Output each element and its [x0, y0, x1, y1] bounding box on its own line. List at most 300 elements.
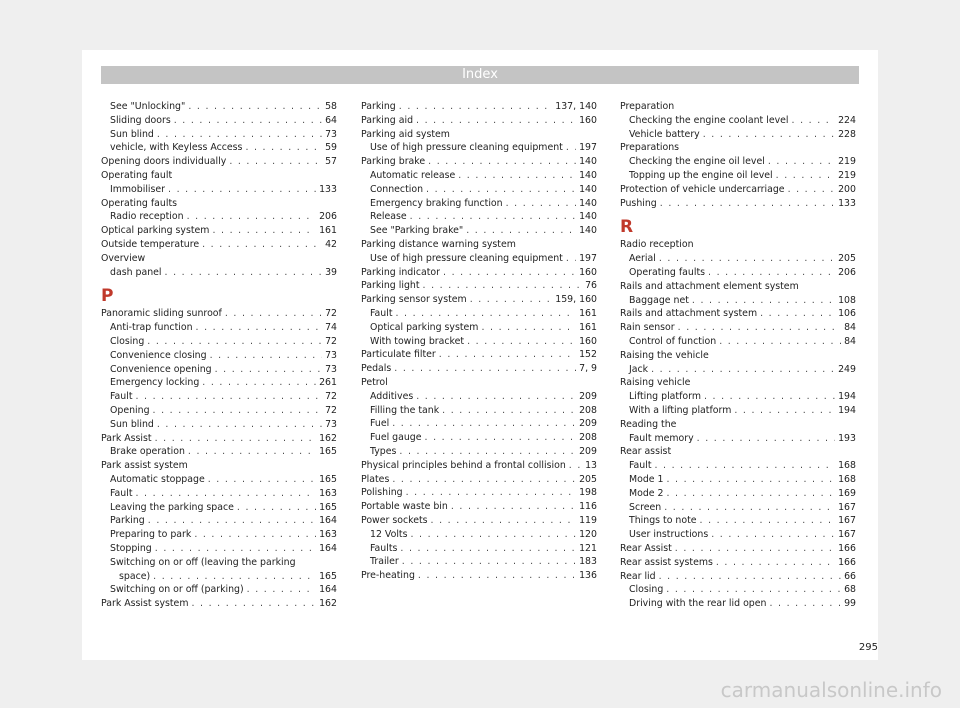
entry-page-ref: 73 [325, 349, 337, 361]
index-entry [361, 100, 597, 114]
entry-term: vehicle, with Keyless Access [110, 142, 243, 154]
index-column-2 [361, 100, 597, 583]
entry-term: Trailer [370, 556, 399, 568]
entry-page-ref: 209 [579, 418, 597, 430]
dot-leader [392, 473, 576, 487]
entry-term: Polishing [361, 487, 403, 499]
entry-term: Vehicle battery [629, 128, 700, 140]
entry-term: With towing bracket [370, 335, 465, 347]
dot-leader [402, 555, 576, 569]
index-entry [620, 183, 856, 197]
index-entry [361, 542, 597, 556]
dot-leader [776, 169, 835, 183]
index-heading: Radio reception [620, 239, 694, 251]
entry-term: Release [370, 211, 407, 223]
entry-term: Anti-trap function [110, 322, 193, 334]
entry-page-ref: 7, 9 [579, 363, 597, 375]
entry-page-ref: 249 [838, 363, 856, 375]
entry-term: Use of high pressure cleaning equipment [370, 252, 563, 264]
entry-term: Fuel gauge [370, 432, 422, 444]
index-entry [101, 224, 337, 238]
dot-leader [155, 542, 316, 556]
watermark-logo: carmanualsonline.info [720, 678, 942, 702]
dot-leader [651, 363, 835, 377]
entry-page-ref: 167 [838, 515, 856, 527]
section-letter: P [101, 286, 114, 307]
index-entry [101, 501, 337, 515]
entry-term: Portable waste bin [361, 501, 448, 513]
dot-leader [153, 404, 323, 418]
index-entry [101, 473, 337, 487]
index-entry [361, 500, 597, 514]
dot-leader [229, 155, 322, 169]
dot-leader [157, 128, 322, 142]
dot-leader [467, 335, 576, 349]
entry-term: Pedals [361, 363, 392, 375]
entry-term: Brake operation [110, 446, 185, 458]
index-entry [620, 335, 856, 349]
entry-term: Closing [629, 584, 664, 596]
index-entry [620, 556, 856, 570]
entry-term: Aerial [629, 253, 656, 265]
index-entry [620, 597, 856, 611]
dot-leader [416, 390, 576, 404]
index-entry [361, 210, 597, 224]
entry-term: Rain sensor [620, 322, 675, 334]
entry-term: Closing [110, 335, 145, 347]
dot-leader [470, 293, 553, 307]
index-entry [620, 169, 856, 183]
entry-term: Connection [370, 183, 424, 195]
page-header: Index [101, 66, 859, 84]
dot-leader [136, 390, 323, 404]
index-entry [620, 583, 856, 597]
dot-leader [788, 183, 836, 197]
index-entry [620, 155, 856, 169]
index-entry [101, 155, 337, 169]
entry-page-ref: 194 [838, 391, 856, 403]
index-entry [620, 432, 856, 446]
dot-leader [168, 183, 316, 197]
entry-page-ref: 116 [579, 501, 597, 513]
entry-page-ref: 58 [325, 101, 337, 112]
dot-leader [394, 362, 576, 376]
entry-term: Fault memory [629, 432, 694, 444]
index-entry [101, 404, 337, 418]
dot-leader [506, 197, 576, 211]
entry-page-ref: 140 [579, 183, 597, 195]
index-heading: Rear assist [620, 446, 672, 458]
dot-leader [147, 335, 322, 349]
entry-page-ref: 133 [838, 197, 856, 209]
index-entry [361, 169, 597, 183]
entry-term: Topping up the engine oil level [629, 169, 773, 181]
index-column-3 [620, 100, 856, 611]
entry-page-ref: 164 [319, 584, 337, 596]
dot-leader [191, 597, 316, 611]
index-entry [361, 307, 597, 321]
index-entry [620, 542, 856, 556]
dot-leader [194, 528, 316, 542]
entry-page-ref: 205 [579, 473, 597, 485]
index-entry [620, 473, 856, 487]
dot-leader [400, 542, 576, 556]
entry-term: Parking [110, 515, 145, 527]
entry-page-ref: 84 [844, 335, 856, 347]
entry-page-ref: 164 [319, 542, 337, 554]
entry-term: Opening doors individually [101, 156, 227, 168]
dot-leader [659, 570, 841, 584]
dot-leader [428, 155, 576, 169]
entry-term: Particulate filter [361, 349, 436, 361]
entry-term: Baggage net [629, 294, 689, 306]
entry-page-ref: 183 [579, 556, 597, 568]
entry-term: Automatic release [370, 169, 456, 181]
dot-leader [734, 404, 835, 418]
dot-leader [719, 335, 841, 349]
entry-term: Pre-heating [361, 570, 415, 582]
dot-leader [443, 266, 576, 280]
entry-page-ref: 165 [319, 473, 337, 485]
entry-term: Parking light [361, 280, 420, 292]
index-entry [361, 390, 597, 404]
dot-leader [711, 528, 835, 542]
entry-term: Checking the engine oil level [629, 156, 765, 168]
dot-leader [148, 514, 316, 528]
dot-leader [155, 432, 317, 446]
index-entry [361, 528, 597, 542]
entry-term: 12 Volts [370, 528, 408, 540]
entry-page-ref: 13 [585, 459, 597, 471]
index-heading: Parking aid system [361, 128, 450, 140]
dot-leader [700, 514, 836, 528]
index-entry [361, 417, 597, 431]
entry-page-ref: 167 [838, 501, 856, 513]
index-entry [620, 514, 856, 528]
dot-leader [399, 445, 576, 459]
entry-page-ref: 160 [579, 335, 597, 347]
dot-leader [481, 321, 576, 335]
index-entry [361, 445, 597, 459]
index-entry [101, 542, 337, 556]
entry-page-ref: 193 [838, 432, 856, 444]
entry-page-ref: 73 [325, 363, 337, 375]
entry-term: Parking indicator [361, 266, 441, 278]
entry-term: Control of function [629, 335, 717, 347]
index-heading: Raising vehicle [620, 377, 691, 389]
dot-leader [431, 514, 577, 528]
entry-term: See "Parking brake" [370, 225, 464, 237]
dot-leader [202, 376, 316, 390]
entry-term: Physical principles behind a frontal collision [361, 459, 566, 471]
dot-leader [399, 100, 552, 114]
dot-leader [466, 224, 576, 238]
entry-page-ref: 166 [838, 542, 856, 554]
index-entry [101, 335, 337, 349]
entry-page-ref: 140 [579, 225, 597, 237]
dot-leader [215, 363, 322, 377]
entry-page-ref: 162 [319, 432, 337, 444]
index-entry [361, 224, 597, 238]
entry-term: Outside temperature [101, 238, 200, 250]
entry-term: Pushing [620, 197, 657, 209]
entry-page-ref: 99 [844, 598, 856, 610]
entry-page-ref: 159, 160 [555, 294, 597, 306]
entry-page-ref: 140 [579, 156, 597, 168]
dot-leader [202, 238, 322, 252]
entry-page-ref: 73 [325, 128, 337, 140]
dot-leader [208, 473, 316, 487]
entry-page-ref: 166 [838, 556, 856, 568]
entry-term: Plates [361, 473, 390, 485]
entry-term: Additives [370, 390, 414, 402]
entry-page-ref: 137, 140 [555, 101, 597, 112]
index-entry [101, 114, 337, 128]
index-entry [101, 528, 337, 542]
index-entry [361, 459, 597, 473]
entry-page-ref: 228 [838, 128, 856, 140]
entry-page-ref: 219 [838, 169, 856, 181]
entry-term: See "Unlocking" [110, 101, 186, 112]
entry-term: Automatic stoppage [110, 473, 205, 485]
entry-page-ref: 120 [579, 528, 597, 540]
entry-page-ref: 140 [579, 197, 597, 209]
entry-page-ref: 140 [579, 169, 597, 181]
dot-leader [237, 501, 316, 515]
entry-term: Power sockets [361, 514, 428, 526]
entry-page-ref: 163 [319, 487, 337, 499]
entry-term: Fuel [370, 418, 390, 430]
index-entry [101, 307, 337, 321]
index-entry [101, 238, 337, 252]
entry-term: Immobiliser [110, 183, 166, 195]
entry-term: Panoramic sliding sunroof [101, 308, 222, 320]
entry-page-ref: 64 [325, 114, 337, 126]
dot-leader [188, 445, 316, 459]
entry-page-ref: 194 [838, 404, 856, 416]
dot-leader [157, 418, 322, 432]
dot-leader [247, 583, 316, 597]
index-heading: Raising the vehicle [620, 349, 709, 361]
entry-page-ref: 206 [838, 266, 856, 278]
entry-term: Emergency locking [110, 377, 200, 389]
entry-term: Rear Assist [620, 542, 672, 554]
dot-leader [165, 266, 323, 280]
entry-term: Fault [629, 460, 652, 472]
index-entry [620, 404, 856, 418]
index-entry [620, 128, 856, 142]
dot-leader [703, 128, 835, 142]
index-entry [101, 183, 337, 197]
entry-term: Types [370, 445, 397, 457]
index-entry [101, 100, 337, 114]
entry-page-ref: 106 [838, 308, 856, 320]
dot-leader [664, 501, 835, 515]
index-heading: Operating faults [101, 197, 178, 209]
dot-leader [174, 114, 322, 128]
dot-leader [667, 487, 836, 501]
dot-leader [655, 459, 836, 473]
dot-leader [458, 169, 576, 183]
entry-page-ref: 219 [838, 156, 856, 168]
entry-page-ref: 76 [585, 280, 597, 292]
index-entry [101, 390, 337, 404]
dot-leader [768, 155, 835, 169]
dot-leader [212, 224, 316, 238]
entry-term: User instructions [629, 529, 709, 541]
entry-page-ref: 72 [325, 404, 337, 416]
index-entry [620, 501, 856, 515]
entry-term: Switching on or off (parking) [110, 584, 244, 596]
index-entry [620, 363, 856, 377]
entry-page-ref: 66 [844, 570, 856, 582]
dot-leader [692, 294, 835, 308]
entry-page-ref: 197 [579, 142, 597, 154]
index-entry [101, 363, 337, 377]
entry-page-ref: 133 [319, 183, 337, 195]
index-heading: Preparation [620, 101, 675, 112]
entry-page-ref: 161 [579, 307, 597, 319]
index-entry [101, 432, 337, 446]
index-entry [361, 362, 597, 376]
dot-leader [697, 432, 835, 446]
dot-leader [392, 417, 576, 431]
index-entry [101, 514, 337, 528]
index-entry [101, 376, 337, 390]
entry-page-ref: 169 [838, 487, 856, 499]
entry-page-ref: 167 [838, 529, 856, 541]
entry-term: Emergency braking function [370, 197, 503, 209]
dot-leader [426, 183, 576, 197]
dot-leader [196, 321, 323, 335]
entry-term: Rear assist systems [620, 556, 713, 568]
dot-leader [411, 528, 577, 542]
index-entry [101, 445, 337, 459]
dot-leader [425, 431, 577, 445]
index-entry [361, 569, 597, 583]
index-entry [101, 128, 337, 142]
dot-leader [423, 279, 583, 293]
index-heading: Preparations [620, 142, 680, 154]
dot-leader [678, 321, 841, 335]
entry-page-ref: 72 [325, 335, 337, 347]
index-entry [361, 486, 597, 500]
entry-term: Parking aid [361, 114, 414, 126]
index-entry [361, 431, 597, 445]
entry-term: Operating faults [629, 266, 706, 278]
dot-leader [439, 348, 576, 362]
index-entry [101, 321, 337, 335]
dot-leader [716, 556, 835, 570]
index-heading: Reading the [620, 418, 677, 430]
entry-page-ref: 72 [325, 391, 337, 403]
entry-page-ref: 152 [579, 349, 597, 361]
index-entry [361, 114, 597, 128]
index-heading: Petrol [361, 376, 388, 388]
dot-leader [769, 597, 841, 611]
index-entry [361, 155, 597, 169]
entry-term: Stopping [110, 542, 152, 554]
entry-term: Use of high pressure cleaning equipment [370, 142, 563, 154]
entry-page-ref: 59 [325, 142, 337, 154]
dot-leader [792, 114, 836, 128]
entry-page-ref: 161 [319, 225, 337, 237]
entry-page-ref: 208 [579, 432, 597, 444]
entry-page-ref: 57 [325, 156, 337, 168]
entry-term: Parking brake [361, 156, 426, 168]
entry-page-ref: 42 [325, 238, 337, 250]
entry-page-ref: 165 [319, 570, 337, 582]
entry-term: Leaving the parking space [110, 501, 234, 513]
entry-term: With a lifting platform [629, 404, 732, 416]
entry-term: Mode 2 [629, 487, 664, 499]
dot-leader [708, 266, 835, 280]
index-entry [361, 279, 597, 293]
entry-term: Convenience closing [110, 349, 207, 361]
dot-leader [418, 569, 576, 583]
dot-leader [704, 390, 835, 404]
entry-page-ref: 136 [579, 570, 597, 582]
entry-term: Screen [629, 501, 662, 513]
entry-page-ref: 68 [844, 584, 856, 596]
index-entry [101, 487, 337, 501]
index-entry [361, 141, 597, 155]
entry-page-ref: 164 [319, 515, 337, 527]
index-entry [620, 197, 856, 211]
index-column-1 [101, 100, 337, 611]
entry-page-ref: 161 [579, 321, 597, 333]
entry-term: Mode 1 [629, 473, 664, 485]
index-entry [620, 307, 856, 321]
dot-leader [406, 486, 577, 500]
dot-leader [187, 210, 317, 224]
index-entry [101, 210, 337, 224]
index-entry [620, 528, 856, 542]
dot-leader [442, 404, 576, 418]
entry-page-ref: 163 [319, 529, 337, 541]
entry-term: Fault [370, 307, 393, 319]
entry-term: Checking the engine coolant level [629, 114, 789, 126]
entry-term: Optical parking system [101, 225, 210, 237]
entry-page-ref: 108 [838, 294, 856, 306]
index-entry [361, 252, 597, 266]
index-heading: Park assist system [101, 460, 188, 472]
index-entry [361, 473, 597, 487]
entry-page-ref: 73 [325, 418, 337, 430]
dot-leader [416, 114, 576, 128]
entry-page-ref: 165 [319, 501, 337, 513]
index-entry [620, 114, 856, 128]
entry-page-ref: 206 [319, 211, 337, 223]
entry-page-ref: 168 [838, 473, 856, 485]
entry-term: Convenience opening [110, 363, 212, 375]
dot-leader [153, 570, 316, 584]
dot-leader [136, 487, 317, 501]
entry-page-ref: 165 [319, 446, 337, 458]
entry-term: Protection of vehicle undercarriage [620, 183, 785, 195]
entry-page-ref: 160 [579, 266, 597, 278]
entry-term: Things to note [629, 515, 697, 527]
entry-term: Sliding doors [110, 114, 171, 126]
entry-term: Sun blind [110, 128, 154, 140]
index-entry [101, 418, 337, 432]
dot-leader [667, 473, 836, 487]
entry-term: Park Assist system [101, 598, 189, 610]
index-entry [620, 321, 856, 335]
entry-page-ref: 162 [319, 598, 337, 610]
entry-page-ref: 72 [325, 308, 337, 320]
index-entry [361, 348, 597, 362]
